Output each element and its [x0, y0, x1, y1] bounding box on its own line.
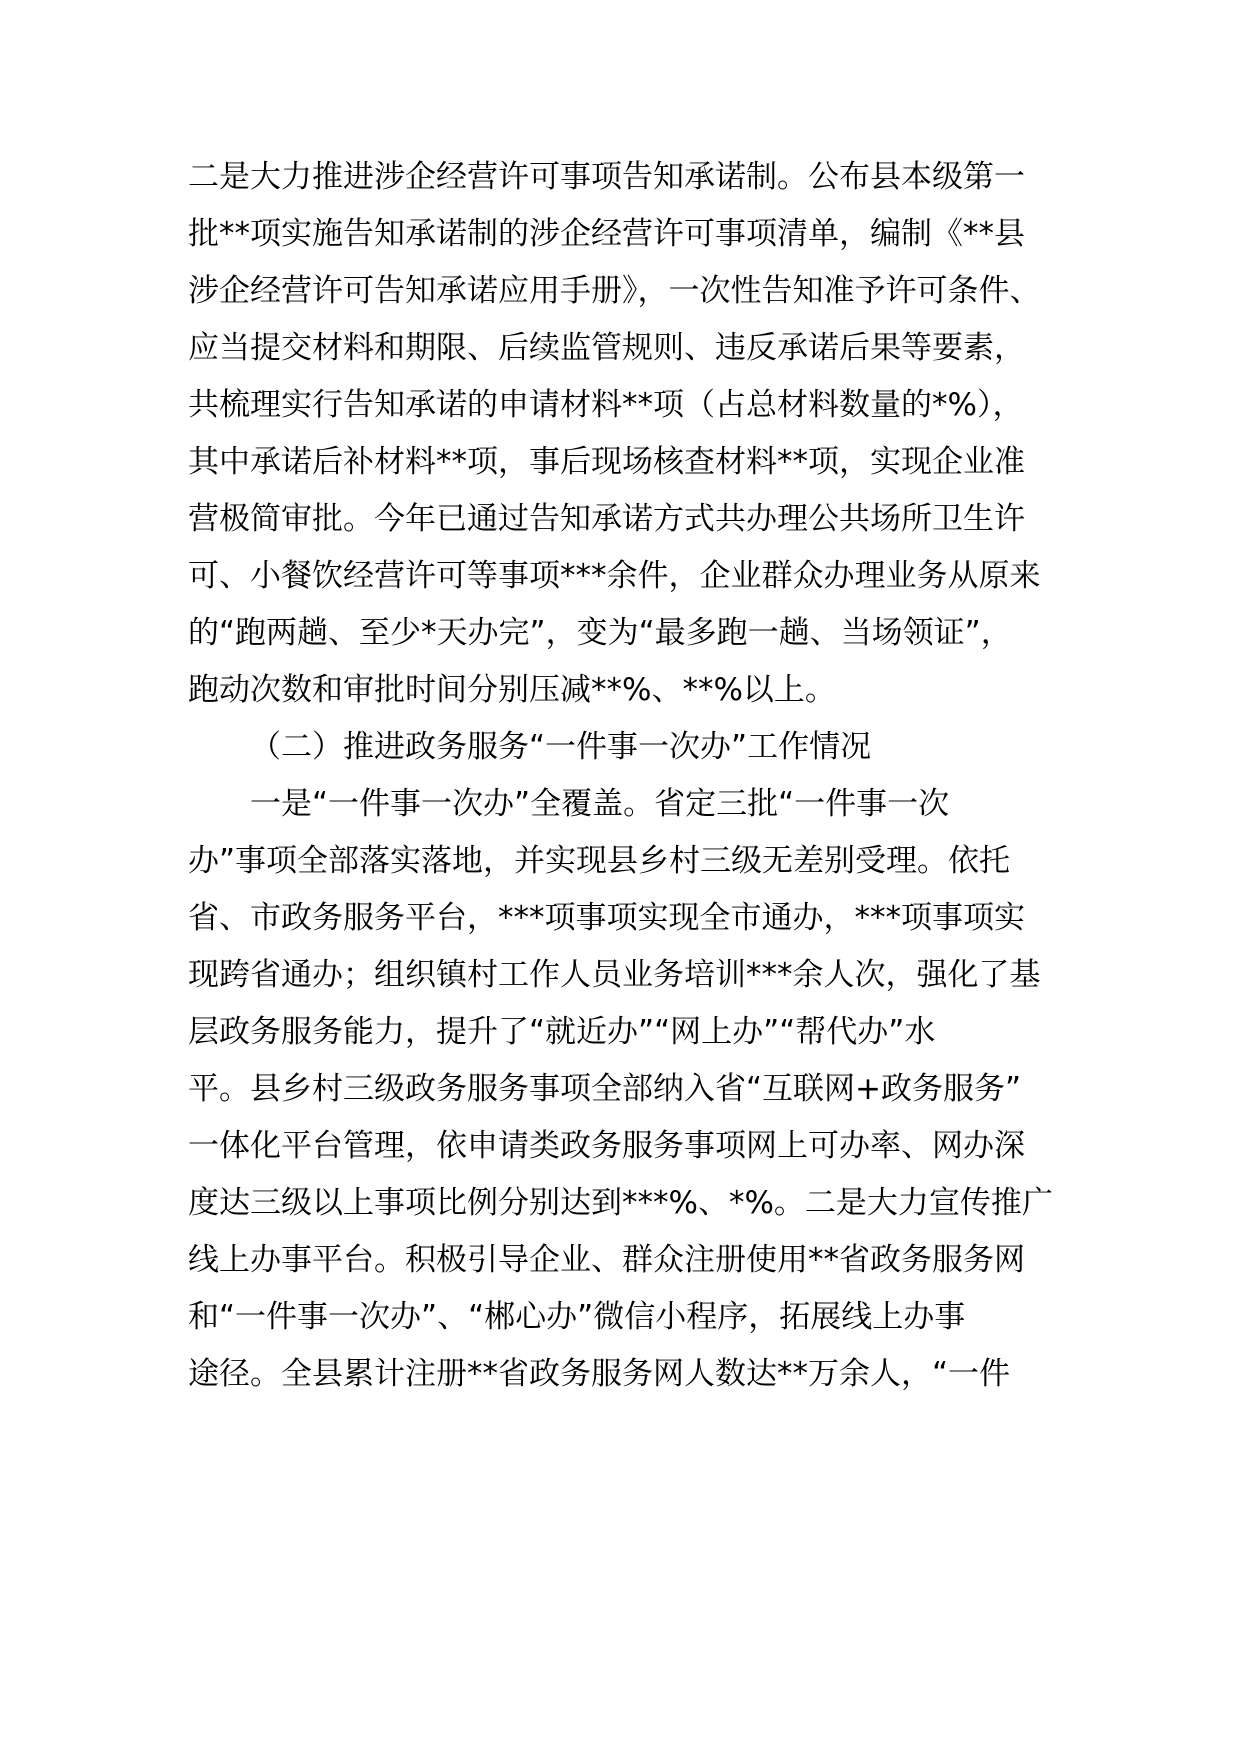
body-line: 应当提交材料和期限、后续监管规则、违反承诺后果等要素， [188, 330, 1025, 366]
body-line: 批**项实施告知承诺制的涉企经营许可事项清单，编制《**县 [188, 216, 1025, 252]
body-line: 其中承诺后补材料**项，事后现场核查材料**项，实现企业准 [188, 444, 1025, 480]
body-line: 途径。全县累计注册**省政务服务网人数达**万余人，“一件 [188, 1356, 1011, 1392]
body-line: 共梳理实行告知承诺的申请材料**项（占总材料数量的*%）， [188, 387, 1024, 423]
body-line: 办”事项全部落实落地，并实现县乡村三级无差别受理。依托 [188, 843, 1011, 879]
body-line: 的“跑两趟、至少*天办完”，变为“最多跑一趟、当场领证”， [188, 615, 1012, 651]
body-line: 可、小餐饮经营许可等事项***余件，企业群众办理业务从原来 [188, 558, 1041, 594]
body-line: 省、市政务服务平台，***项事项实现全市通办，***项事项实 [188, 900, 1025, 936]
body-line: 和“一件事一次办”、“郴心办”微信小程序，拓展线上办事 [188, 1299, 966, 1335]
body-line: 涉企经营许可告知承诺应用手册》，一次性告知准予许可条件、 [188, 273, 1041, 309]
body-line: 二是大力推进涉企经营许可事项告知承诺制。公布县本级第一 [188, 159, 1025, 195]
body-line: 一体化平台管理，依申请类政务服务事项网上可办率、网办深 [188, 1128, 1025, 1164]
paragraph-first-line: 一是“一件事一次办”全覆盖。省定三批“一件事一次 [250, 786, 950, 822]
body-line: 线上办事平台。积极引导企业、群众注册使用**省政务服务网 [188, 1242, 1025, 1278]
section-heading: （二）推进政务服务“一件事一次办”工作情况 [250, 729, 872, 765]
body-line: 度达三级以上事项比例分别达到***%、*%。二是大力宣传推广 [188, 1185, 1053, 1221]
body-line: 跑动次数和审批时间分别压减**%、**%以上。 [188, 672, 836, 708]
body-line: 营极简审批。今年已通过告知承诺方式共办理公共场所卫生许 [188, 501, 1025, 537]
body-line: 层政务服务能力，提升了“就近办”“网上办”“帮代办”水 [188, 1014, 936, 1050]
body-line: 平。县乡村三级政务服务事项全部纳入省“互联网+政务服务” [188, 1071, 1022, 1107]
body-line: 现跨省通办；组织镇村工作人员业务培训***余人次，强化了基 [188, 957, 1041, 993]
